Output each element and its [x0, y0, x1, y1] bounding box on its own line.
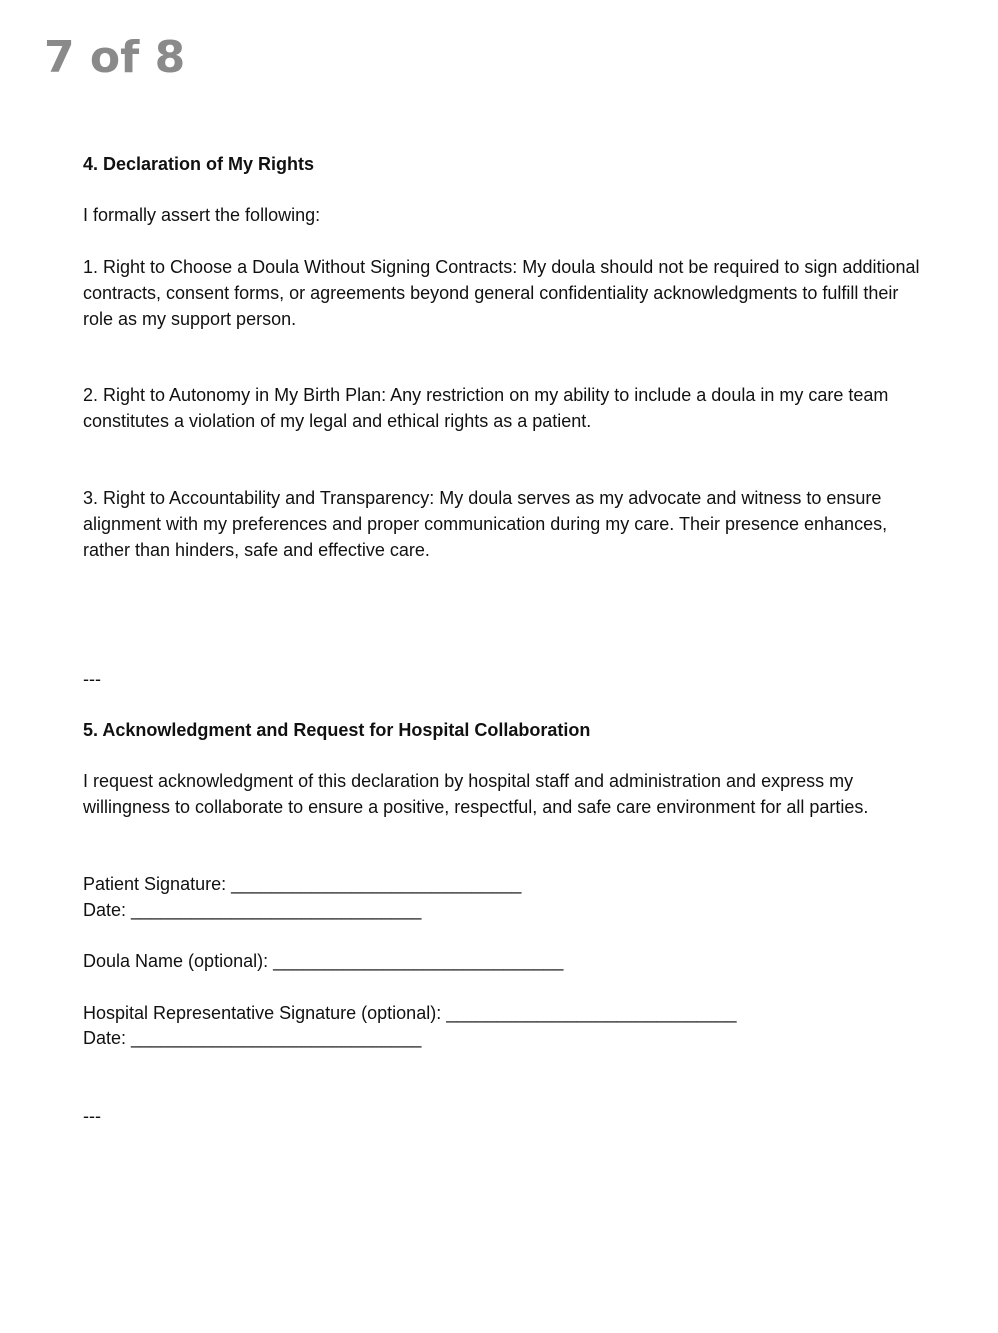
section-4-heading: 4. Declaration of My Rights [83, 154, 315, 174]
separator: --- [83, 1106, 101, 1126]
patient-signature-line: Patient Signature: _____________________________ [83, 874, 522, 894]
right-item-3: 3. Right to Accountability and Transparency: My doula serves as my advocate and witness to ensure alignment with my preferences and proper communication during my care. Their presence enhances, rather than hinders, safe and effective care. [83, 488, 888, 560]
right-item-2: 2. Right to Autonomy in My Birth Plan: Any restriction on my ability to include a doula in my care team constitutes a violation of my legal and ethical rights as a patient. [83, 385, 889, 431]
section-4-intro: I formally assert the following: [83, 205, 321, 225]
hospital-signature-line: Hospital Representative Signature (optional): _____________________________ [83, 1003, 737, 1023]
hospital-date-line: Date: _____________________________ [83, 1028, 422, 1048]
doula-name-line: Doula Name (optional): _____________________________ [83, 951, 564, 971]
section-5-body: I request acknowledgment of this declaration by hospital staff and administration and express my willingness to collaborate to ensure a positive, respectful, and safe care environment for all parties. [83, 771, 869, 817]
page-indicator: 7 of 8 [44, 32, 186, 83]
patient-date-line: Date: _____________________________ [83, 900, 422, 920]
separator: --- [83, 669, 101, 689]
section-5-heading: 5. Acknowledgment and Request for Hospital Collaboration [83, 720, 591, 740]
right-item-1: 1. Right to Choose a Doula Without Signing Contracts: My doula should not be required to sign additional contracts, consent forms, or agreements beyond general confidentiality acknowledgments to fulfill their role as my support person. [83, 257, 920, 329]
